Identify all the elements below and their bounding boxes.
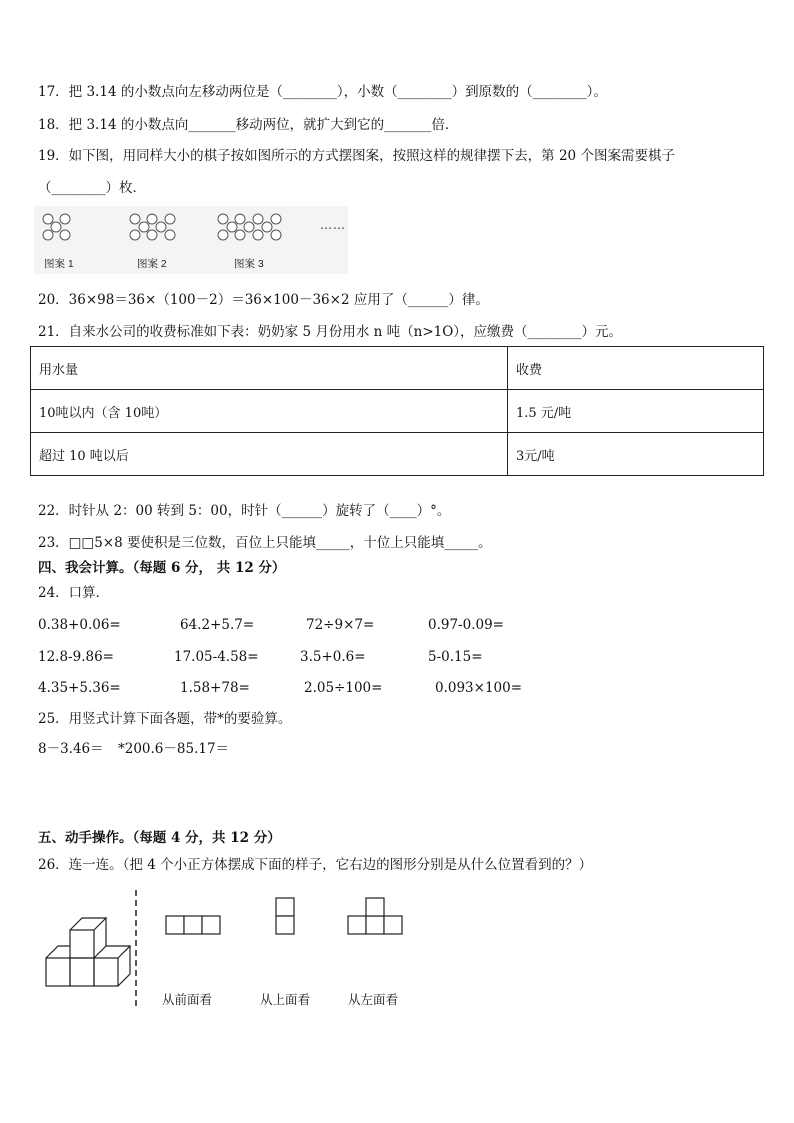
section-4-title: 四、我会计算。（每题 6 分， 共 12 分） [38,560,286,576]
oral-item: 12.8-9.86= [38,649,114,665]
oral-item: 64.2+5.7= [180,617,255,633]
table-cell: 3元/吨 [508,433,764,476]
pattern-ellipsis: …… [320,218,346,232]
cube-views-figure [40,886,440,1016]
view-label-top: 从上面看 [260,992,311,1007]
pattern-label-3: 图案 3 [234,258,264,270]
oral-item: 0.38+0.06= [38,617,121,633]
oral-item: 3.5+0.6= [300,649,366,665]
question-21: 21．自来水公司的收费标准如下表：奶奶家 5 月份用水 n 吨（n>1O），应缴费（________）元。 [38,324,623,340]
oral-item: 2.05÷100= [304,680,383,696]
oral-item: 17.05-4.58= [174,649,259,665]
question-20: 20．36×98＝36×（100－2）＝36×100－36×2 应用了（______）律。 [38,292,489,308]
view-label-left: 从左面看 [348,992,399,1007]
chess-pattern-dots [34,206,348,274]
question-25: 25．用竖式计算下面各题，带*的要验算。 [38,711,292,727]
column-calc-item: 8－3.46＝ [38,741,104,757]
oral-item: 1.58+78= [180,680,250,696]
oral-item: 0.093×100= [435,680,523,696]
pattern-label-1: 图案 1 [44,258,74,270]
chess-pattern-figure [34,206,348,274]
table-row [31,347,764,390]
oral-item: 72÷9×7= [306,617,375,633]
question-22: 22．时针从 2：00 转到 5：00，时针（______）旋转了（____）°。 [38,503,451,519]
column-calc-item: *200.6－85.17＝ [118,741,230,757]
table-row [31,433,764,476]
pattern-label-2: 图案 2 [137,258,167,270]
table-header-fee: 收费 [508,347,764,390]
question-24: 24．口算． [38,585,110,601]
table-header-usage: 用水量 [31,347,508,390]
question-17: 17．把 3.14 的小数点向左移动两位是（________），小数（________）到原数的（________）。 [38,84,607,100]
section-5-title: 五、动手操作。（每题 4 分，共 12 分） [38,830,281,846]
question-26: 26．连一连。（把 4 个小正方体摆成下面的样子，它右边的图形分别是从什么位置看到的？） [38,857,593,873]
water-fee-table [30,346,764,476]
view-label-front: 从前面看 [162,992,213,1007]
oral-item: 4.35+5.36= [38,680,121,696]
table-cell: 10吨以内（含 10吨） [31,390,508,433]
oral-item: 5-0.15= [428,649,483,665]
table-cell: 1.5 元/吨 [508,390,764,433]
question-23: 23．□□5×8 要使积是三位数，百位上只能填_____，十位上只能填_____。 [38,535,492,551]
oral-item: 0.97-0.09= [428,617,504,633]
question-19-line2: （________）枚． [38,180,146,196]
question-18: 18．把 3.14 的小数点向_______移动两位，就扩大到它的_______倍． [38,117,459,133]
table-cell: 超过 10 吨以后 [31,433,508,476]
question-19-line1: 19．如下图，用同样大小的棋子按如图所示的方式摆图案，按照这样的规律摆下去，第 20 个图案需要棋子 [38,148,675,164]
table-row [31,390,764,433]
